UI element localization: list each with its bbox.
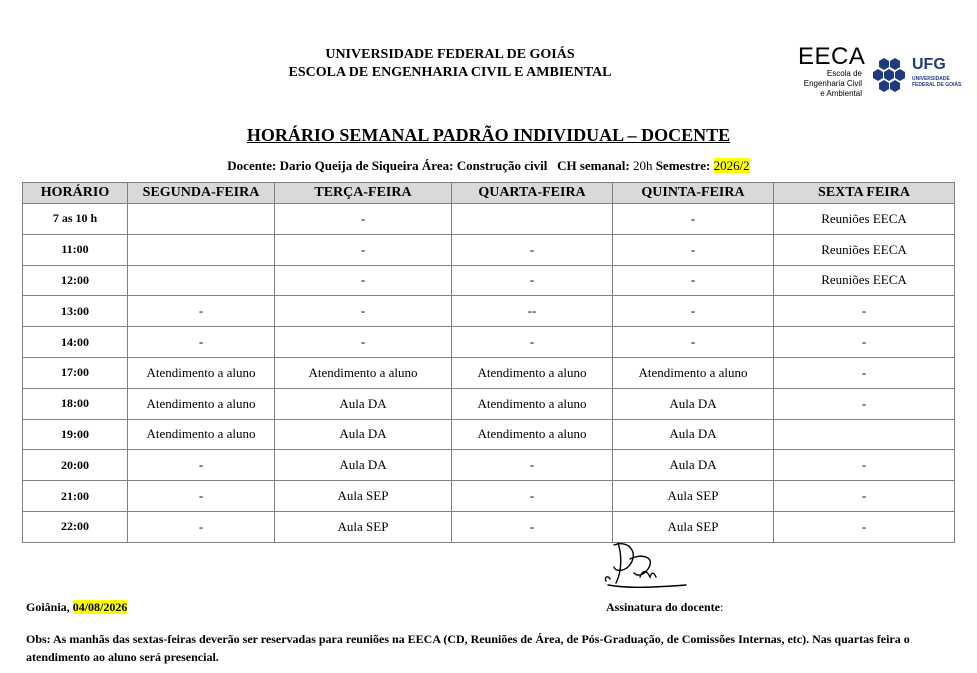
schedule-cell: Aula DA [275,388,452,419]
schedule-cell [128,234,275,265]
schedule-cell: - [452,511,613,542]
schedule-cell: - [128,450,275,481]
table-row [23,265,955,296]
ufg-logo-line2: FEDERAL DE GOIÁS [912,82,962,88]
schedule-cell: -- [452,296,613,327]
schedule-cell: Reuniões EECA [774,234,955,265]
schedule-cell [452,204,613,235]
schedule-cell: - [774,296,955,327]
document-date: 04/08/2026 [72,600,128,614]
signature-line [606,600,723,615]
time-cell: 12:00 [23,265,128,296]
signature-image [600,537,695,592]
schedule-cell: - [613,327,774,358]
schedule-cell: - [275,204,452,235]
schedule-cell: - [275,265,452,296]
schedule-cell: Atendimento a aluno [613,357,774,388]
schedule-cell: Aula DA [275,419,452,450]
column-header: TERÇA-FEIRA [275,183,452,204]
table-row [23,450,955,481]
ufg-logo-line1: UNIVERSIDADE [912,76,950,82]
schedule-cell: Atendimento a aluno [452,388,613,419]
schedule-cell: Aula SEP [613,511,774,542]
schedule-cell: - [128,511,275,542]
docente-value: Dario Queija de Siqueira [279,158,419,173]
eeca-logo-title: EECA [798,43,866,70]
schedule-cell: - [452,327,613,358]
schedule-cell: Aula DA [613,450,774,481]
schedule-cell: - [613,296,774,327]
schedule-cell: Reuniões EECA [774,204,955,235]
column-header: QUINTA-FEIRA [613,183,774,204]
table-row [23,234,955,265]
table-row [23,481,955,512]
schedule-cell: - [613,204,774,235]
table-row [23,327,955,358]
schedule-cell: - [774,450,955,481]
schedule-cell: Atendimento a aluno [128,357,275,388]
time-cell: 22:00 [23,511,128,542]
ufg-logo-title: UFG [912,56,946,73]
schedule-cell: - [774,327,955,358]
ch-label: CH semanal: [557,158,630,173]
eeca-logo-line3: e Ambiental [820,89,862,98]
schedule-cell [774,419,955,450]
eeca-logo-line1: Escola de [826,69,862,78]
eeca-logo-line2: Engenharia Civil [803,79,862,88]
schedule-cell [128,265,275,296]
schedule-cell: - [452,265,613,296]
university-name: UNIVERSIDADE FEDERAL DE GOIÁS [325,47,575,62]
teacher-info [0,158,977,174]
time-cell: 7 as 10 h [23,204,128,235]
schedule-cell: Aula SEP [275,481,452,512]
schedule-cell: - [774,511,955,542]
schedule-body [23,204,955,543]
place-date [26,600,127,615]
schedule-cell: - [275,234,452,265]
time-cell: 20:00 [23,450,128,481]
signature-label: Assinatura do docente [606,600,721,614]
time-cell: 17:00 [23,357,128,388]
schedule-cell: - [128,481,275,512]
schedule-cell: Aula SEP [275,511,452,542]
schedule-cell: Aula DA [275,450,452,481]
schedule-cell: Atendimento a aluno [452,419,613,450]
signature-colon: : [720,600,724,614]
schedule-cell: - [128,327,275,358]
column-header: SEGUNDA-FEIRA [128,183,275,204]
school-name: ESCOLA DE ENGENHARIA CIVIL E AMBIENTAL [288,65,612,80]
schedule-cell: - [613,265,774,296]
schedule-cell: - [774,481,955,512]
column-header: SEXTA FEIRA [774,183,955,204]
ufg-logo-subtitle [912,76,962,88]
schedule-cell: Aula DA [613,419,774,450]
schedule-cell: Reuniões EECA [774,265,955,296]
table-row [23,419,955,450]
schedule-cell: Atendimento a aluno [275,357,452,388]
table-header-row [23,183,955,204]
area-value: Construção civil [456,158,548,173]
table-row [23,511,955,542]
time-cell: 11:00 [23,234,128,265]
schedule-cell: Atendimento a aluno [452,357,613,388]
ch-value: 20h [632,158,653,173]
schedule-cell: Atendimento a aluno [128,419,275,450]
observation-note: Obs: As manhãs das sextas-feiras deverão ser reservadas para reuniões na EECA (CD, Reuniões de Área, de Pós-Graduação, de Comissões Internas, etc). Nas quartas feira o atendimento ao aluno será presencial. [26,632,910,664]
schedule-table [22,182,955,543]
time-cell: 21:00 [23,481,128,512]
schedule-cell: Aula DA [613,388,774,419]
time-cell: 18:00 [23,388,128,419]
column-header: QUARTA-FEIRA [452,183,613,204]
schedule-cell: Atendimento a aluno [128,388,275,419]
time-cell: 19:00 [23,419,128,450]
schedule-cell: - [774,388,955,419]
semestre-value: 2026/2 [713,158,750,173]
document-title: HORÁRIO SEMANAL PADRÃO INDIVIDUAL – DOCENTE [246,125,731,145]
schedule-cell: Aula SEP [613,481,774,512]
docente-label: Docente: [227,158,277,173]
schedule-cell: - [128,296,275,327]
schedule-cell: - [452,481,613,512]
table-row [23,357,955,388]
schedule-cell: - [275,296,452,327]
time-cell: 13:00 [23,296,128,327]
schedule-cell: - [452,450,613,481]
column-header: HORÁRIO [23,183,128,204]
semestre-label: Semestre: [655,158,711,173]
schedule-cell [128,204,275,235]
table-row [23,296,955,327]
table-row [23,204,955,235]
place-label: Goiânia, [26,600,70,614]
schedule-cell: - [452,234,613,265]
table-row [23,388,955,419]
eeca-logo [798,45,868,99]
area-label: Área: [421,158,454,173]
time-cell: 14:00 [23,327,128,358]
schedule-cell: - [774,357,955,388]
schedule-cell: - [613,234,774,265]
schedule-cell: - [275,327,452,358]
